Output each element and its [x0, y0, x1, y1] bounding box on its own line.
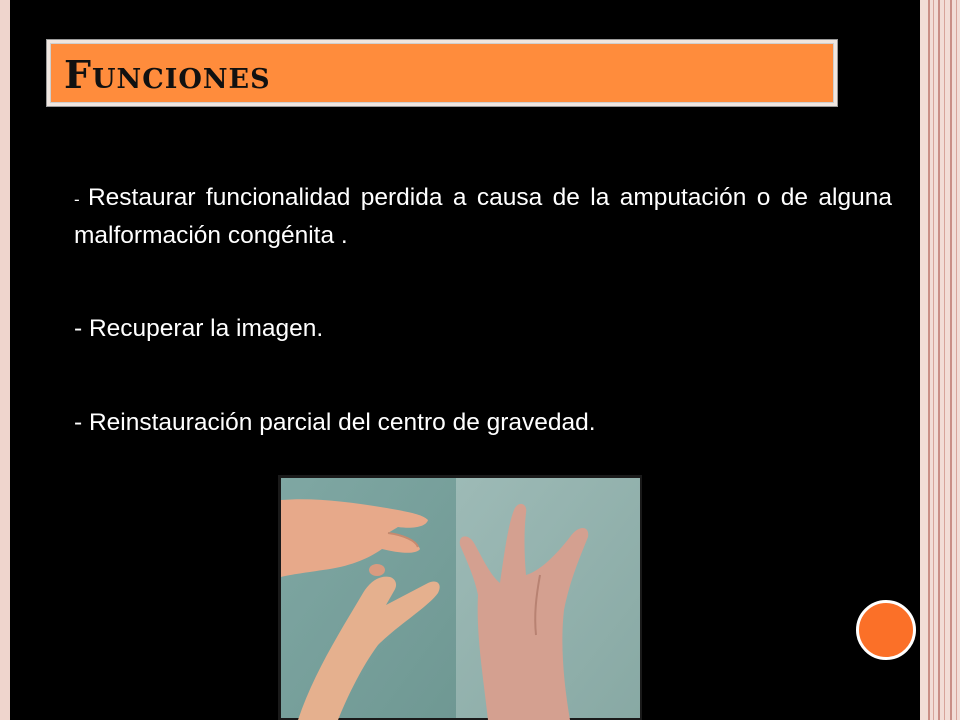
bullet-2: - Recuperar la imagen.: [74, 315, 324, 342]
hands-photo: [278, 475, 642, 720]
right-frame-border: [920, 0, 960, 720]
bullet-1: [74, 180, 892, 254]
bullet-1-text: Restaurar funcionalidad perdida a causa de la amputación o de alguna malformación congénita .: [74, 184, 892, 249]
page-title: Funciones: [64, 52, 271, 97]
bullet-3: - Reinstauración parcial del centro de gravedad.: [74, 409, 596, 436]
left-frame-border: [0, 0, 10, 720]
decorative-circle: [856, 600, 916, 660]
bullet-dash: -: [74, 190, 88, 209]
title-banner: [47, 40, 837, 106]
